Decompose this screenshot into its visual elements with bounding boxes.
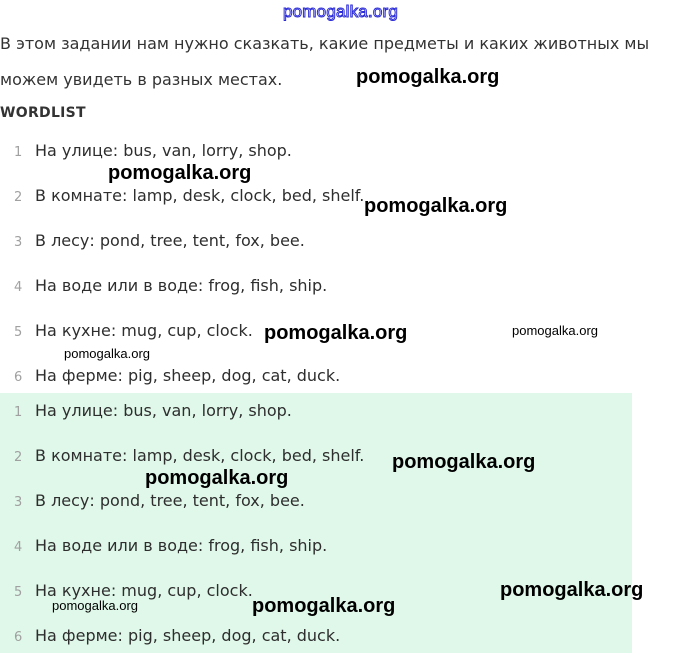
item-number: 5	[14, 585, 23, 600]
item-text: На кухне: mug, cup, clock.	[35, 581, 253, 600]
item-number: 4	[14, 540, 23, 555]
watermark: pomogalka.org	[364, 195, 508, 217]
wordlist-heading: WORDLIST	[0, 105, 86, 121]
item-number: 2	[14, 190, 23, 205]
watermark: pomogalka.org	[512, 323, 598, 338]
item-number: 3	[14, 495, 23, 510]
item-text: В лесу: pond, tree, tent, fox, bee.	[35, 231, 305, 250]
header-watermark: pomogalka.org	[283, 2, 399, 21]
item-text: На воде или в воде: frog, fish, ship.	[35, 276, 328, 295]
item-number: 1	[14, 145, 23, 160]
watermark: pomogalka.org	[64, 346, 150, 361]
watermark: pomogalka.org	[52, 598, 138, 613]
watermark: pomogalka.org	[252, 595, 396, 617]
item-number: 6	[14, 370, 23, 385]
watermark: pomogalka.org	[264, 322, 408, 344]
item-text: На воде или в воде: frog, fish, ship.	[35, 536, 328, 555]
intro-line-1: В этом задании нам нужно сказкать, какие предметы и каких животных мы	[0, 34, 650, 53]
item-number: 6	[14, 630, 23, 645]
intro-line-2: можем увидеть в разных местах.	[0, 70, 283, 89]
item-text: На улице: bus, van, lorry, shop.	[35, 141, 292, 160]
item-text: В комнате: lamp, desk, clock, bed, shelf.	[35, 446, 365, 465]
item-number: 3	[14, 235, 23, 250]
item-text: На ферме: pig, sheep, dog, cat, duck.	[35, 626, 341, 645]
item-number: 5	[14, 325, 23, 340]
watermark: pomogalka.org	[145, 467, 289, 489]
item-number: 1	[14, 405, 23, 420]
item-text: На кухне: mug, cup, clock.	[35, 321, 253, 340]
watermark: pomogalka.org	[392, 451, 536, 473]
item-text: В лесу: pond, tree, tent, fox, bee.	[35, 491, 305, 510]
watermark: pomogalka.org	[356, 66, 500, 88]
item-text: В комнате: lamp, desk, clock, bed, shelf.	[35, 186, 365, 205]
item-text: На ферме: pig, sheep, dog, cat, duck.	[35, 366, 341, 385]
watermark: pomogalka.org	[500, 579, 644, 601]
watermark: pomogalka.org	[108, 162, 252, 184]
item-number: 2	[14, 450, 23, 465]
item-number: 4	[14, 280, 23, 295]
item-text: На улице: bus, van, lorry, shop.	[35, 401, 292, 420]
